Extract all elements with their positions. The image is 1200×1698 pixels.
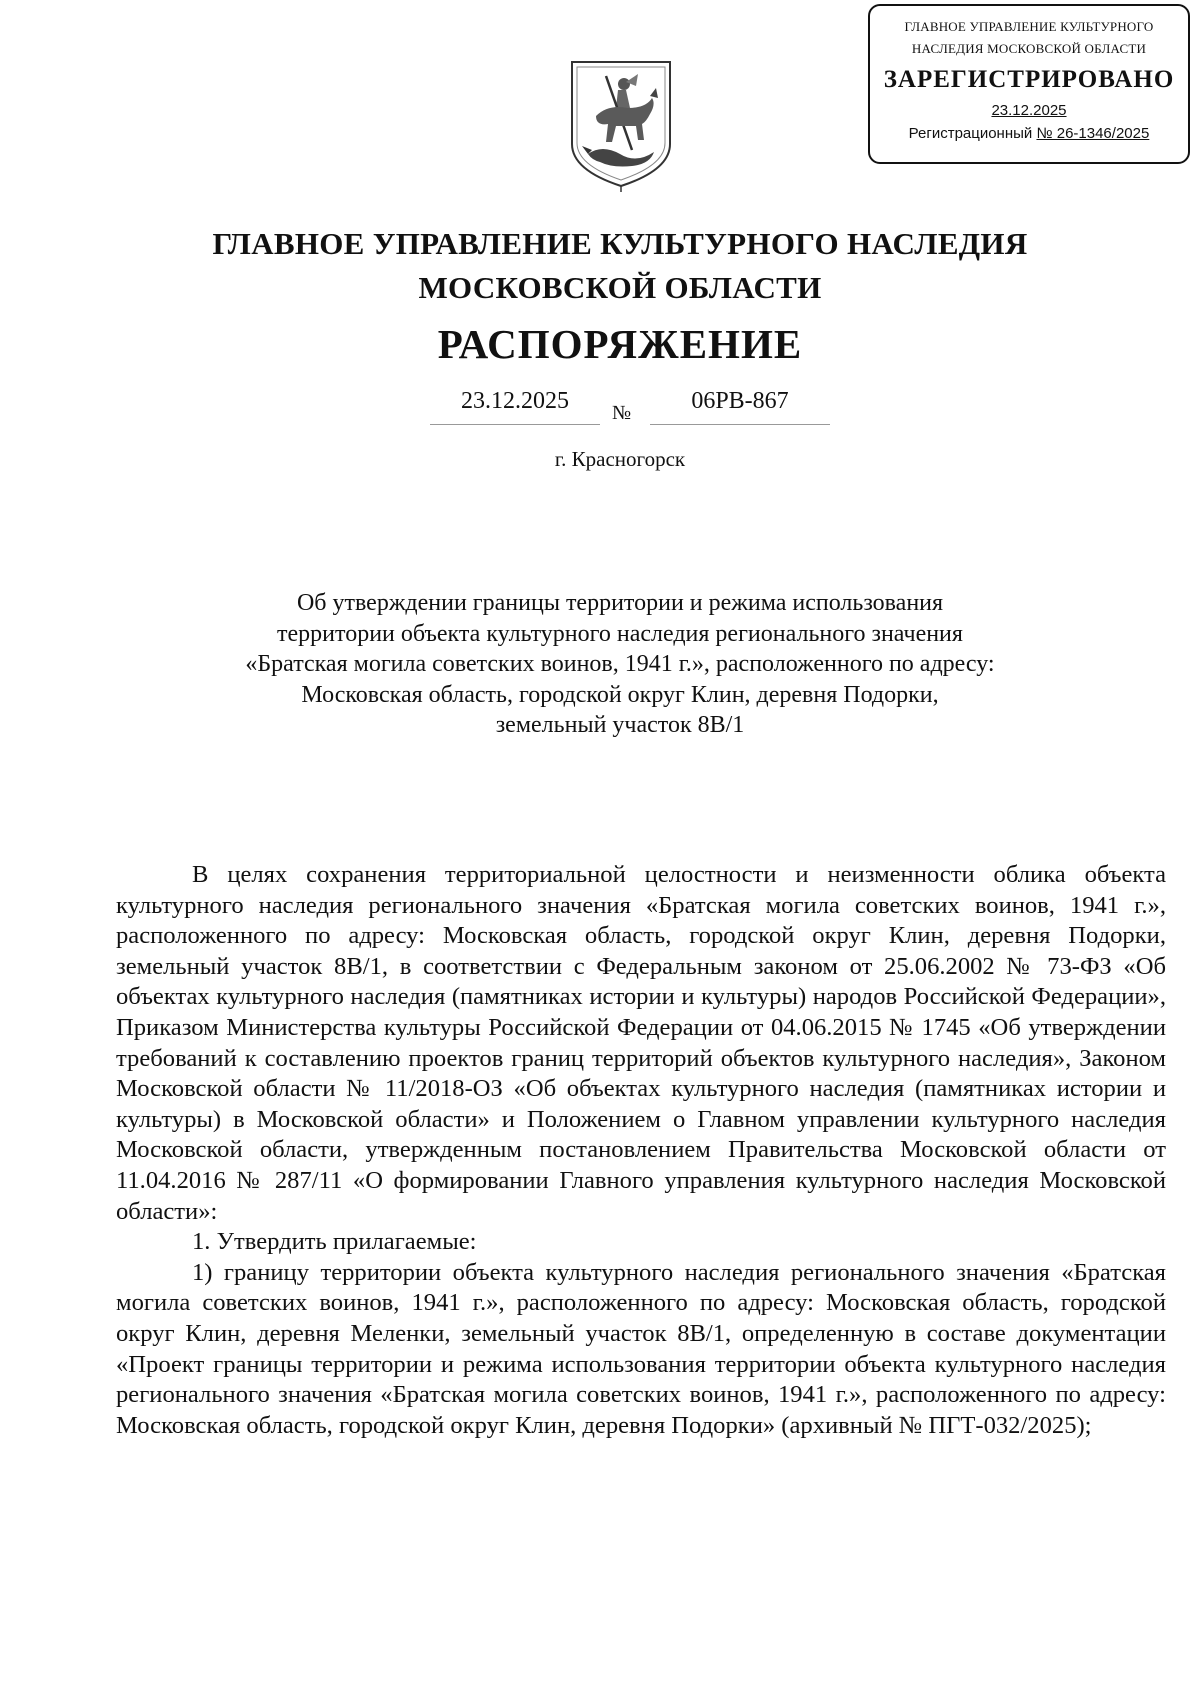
preamble-paragraph: В целях сохранения территориальной целостности и неизменности облика объекта культурного наследия регионального значения «Братская могила советских воинов, 1941 г.», расположенного по адресу: Московская область, городской округ Клин, деревня Подорки, земельный участок 8В/1, в соответствии с Федеральным законом от 25.06.2002 № 73-ФЗ «Об объектах культурного наследия (памятниках истории и культуры) народов Российской Федерации», Приказом Министерства культуры Российской Федерации от 04.06.2015 № 1745 «Об утверждении требований к составлению проектов границ территорий объектов культурного наследия», Законом Московской области № 11/2018-ОЗ «Об объектах культурного наследия (памятниках истории и культуры) в Московской области» и Положением о Главном управлении культурного наследия Московской области, утвержденным постановлением Правительства Московской области от 11.04.2016 № 287/11 «О формировании Главного управления культурного наследия Московской области»:	[116, 861, 1166, 1225]
subject-line: территории объекта культурного наследия регионального значения	[277, 620, 963, 647]
stamp-reg-number	[870, 125, 1188, 142]
document-subject	[150, 588, 1090, 741]
number-sign: №	[612, 402, 632, 424]
stamp-date: 23.12.2025	[991, 102, 1067, 119]
organization-title-line2: МОСКОВСКОЙ ОБЛАСТИ	[418, 270, 822, 305]
subject-line: Об утверждении границы территории и режима использования	[296, 590, 944, 616]
stamp-status: ЗАРЕГИСТРИРОВАНО	[883, 66, 1175, 93]
registration-stamp	[868, 4, 1190, 164]
subject-line: Московская область, городской округ Клин, деревня Подорки,	[301, 681, 939, 708]
stamp-org-line1: ГЛАВНОЕ УПРАВЛЕНИЕ КУЛЬТУРНОГО	[904, 19, 1154, 34]
document-type: РАСПОРЯЖЕНИЕ	[437, 321, 803, 367]
item-1-1: 1) границу территории объекта культурного наследия регионального значения «Братская могила советских воинов, 1941 г.», расположенного по адресу: Московская область, городской округ Клин, деревня Меленки, земельный участок 8В/1, определенную в составе документации «Проект границы территории и режима использования территории объекта культурного наследия регионального значения «Братская могила советских воинов, 1941 г.», расположенного по адресу: Московская область, городской округ Клин, деревня Подорки» (архивный № ПГТ-032/2025);	[116, 1258, 1166, 1439]
document-city: г. Красногорск	[554, 447, 686, 471]
moscow-region-coat-of-arms-icon	[566, 58, 676, 193]
subject-line: земельный участок 8В/1	[495, 712, 745, 738]
subject-line: «Братская могила советских воинов, 1941 г.», расположенного по адресу:	[245, 651, 995, 677]
document-date: 23.12.2025	[430, 388, 600, 425]
document-number: 06РВ-867	[650, 388, 830, 425]
stamp-reg-value: № 26-1346/2025	[1036, 125, 1150, 142]
document-body	[116, 860, 1166, 1441]
item-1: 1. Утвердить прилагаемые:	[192, 1228, 477, 1256]
stamp-reg-label: Регистрационный	[908, 125, 1033, 142]
stamp-org-line2: НАСЛЕДИЯ МОСКОВСКОЙ ОБЛАСТИ	[911, 41, 1147, 56]
organization-title-line1: ГЛАВНОЕ УПРАВЛЕНИЕ КУЛЬТУРНОГО НАСЛЕДИЯ	[212, 226, 1028, 261]
organization-title	[0, 222, 1200, 310]
